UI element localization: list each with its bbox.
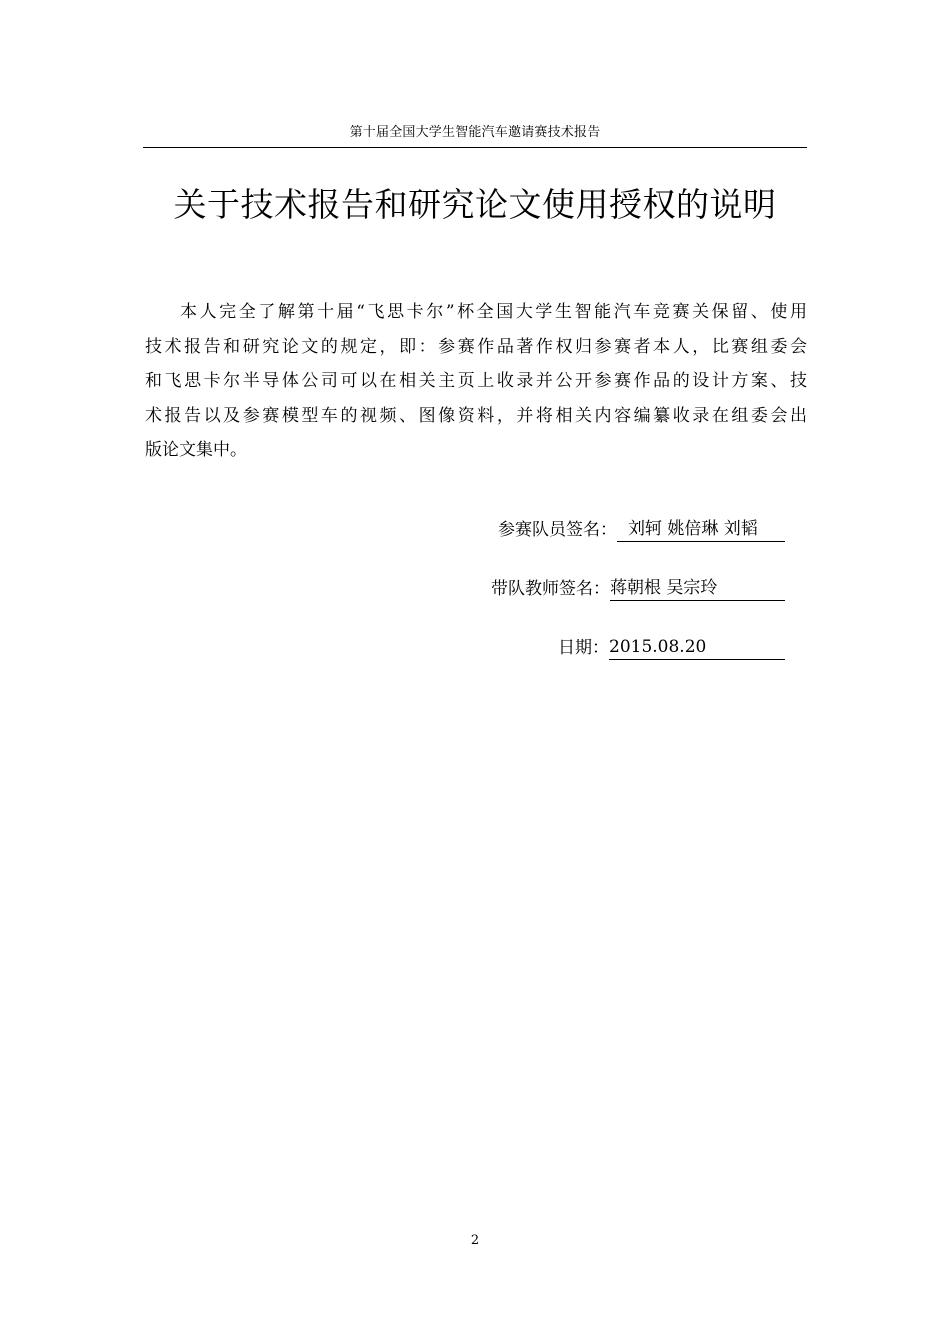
body-line: 术报告以及参赛模型车的视频、图像资料，并将相关内容编纂收录在组委会出 xyxy=(145,405,807,426)
header-rule xyxy=(143,147,807,148)
members-signature-value: 刘轲 姚倍琳 刘韬 xyxy=(617,517,785,542)
date-value: 2015.08.20 xyxy=(609,635,785,660)
body-paragraph xyxy=(145,295,807,468)
date-label: 日期： xyxy=(558,638,609,658)
body-line: 和飞思卡尔半导体公司可以在相关主页上收录并公开参赛作品的设计方案、技 xyxy=(145,371,807,391)
page-number: 2 xyxy=(470,1233,480,1248)
members-signature-row xyxy=(440,517,785,543)
teacher-signature-row xyxy=(440,576,785,602)
body-line: 本人完全了解第十届“飞思卡尔”杯全国大学生智能汽车竞赛关保留、使用 xyxy=(180,302,807,322)
running-header: 第十届全国大学生智能汽车邀请赛技术报告 xyxy=(349,125,601,140)
teacher-signature-value: 蒋朝根 吴宗玲 xyxy=(610,576,785,601)
document-title: 关于技术报告和研究论文使用授权的说明 xyxy=(173,185,777,224)
body-line: 技术报告和研究论文的规定，即：参赛作品著作权归参赛者本人，比赛组委会 xyxy=(145,336,807,357)
body-line: 版论文集中。 xyxy=(145,440,247,460)
date-row xyxy=(440,635,785,661)
members-signature-label: 参赛队员签名： xyxy=(498,520,617,540)
teacher-signature-label: 带队教师签名： xyxy=(491,579,610,599)
